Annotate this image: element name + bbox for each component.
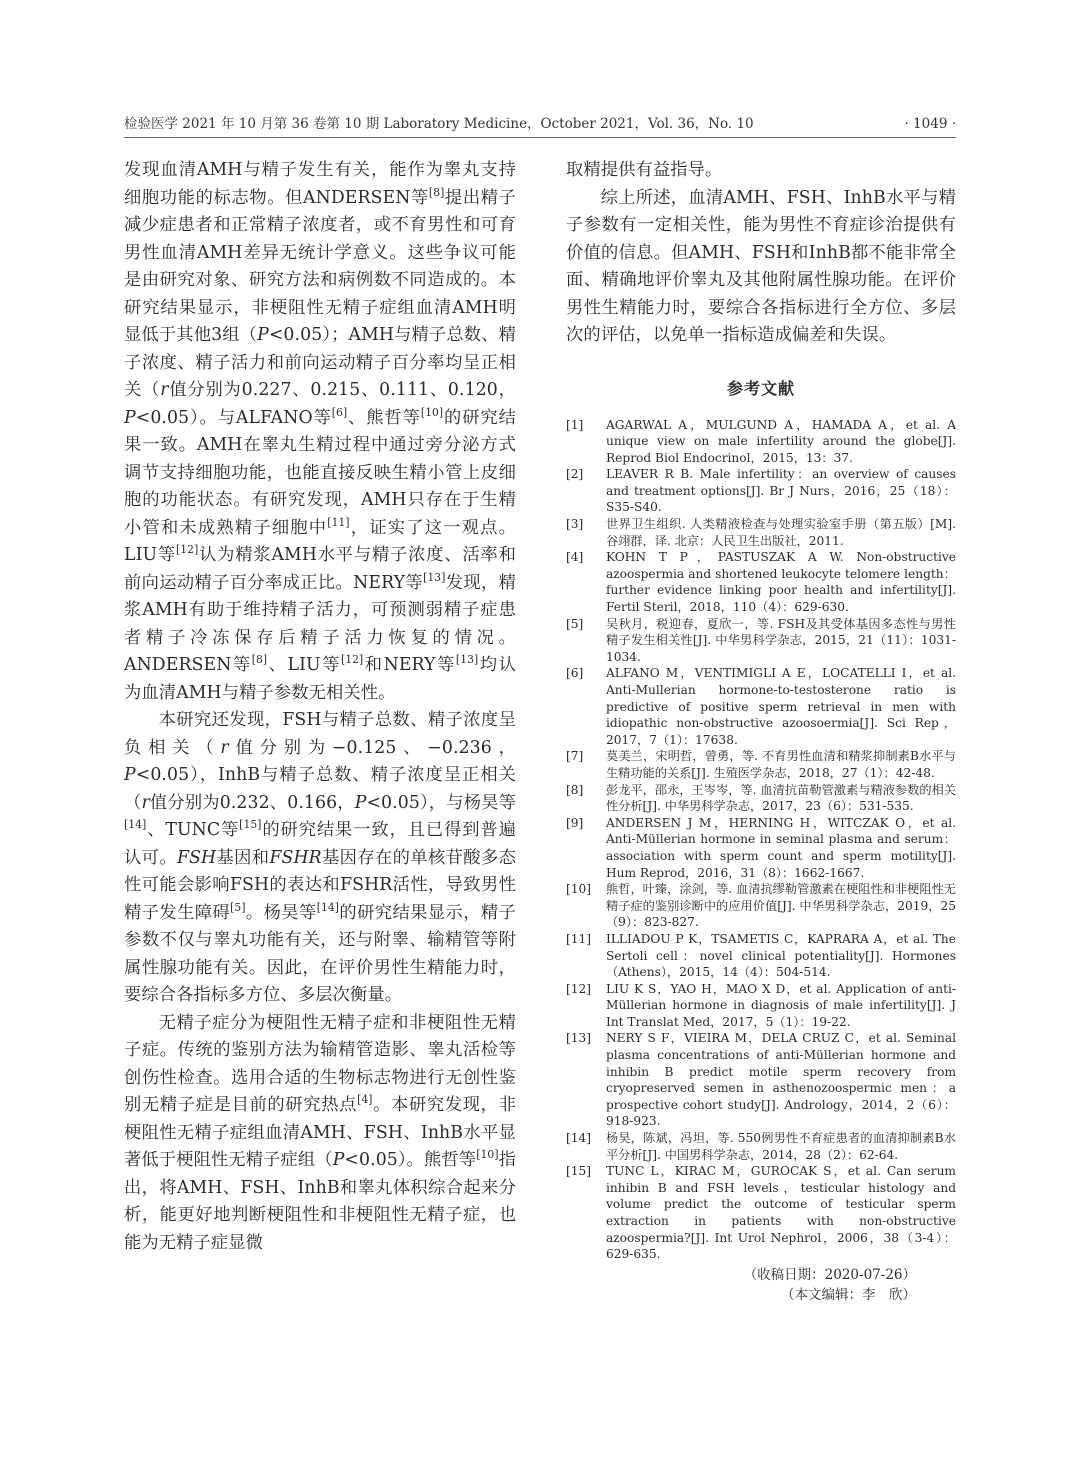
reference-number: [7] (566, 749, 584, 764)
reference-number: [13] (566, 1031, 592, 1046)
text-run: ，证实了这一观点。LIU等 (124, 517, 516, 565)
reference-item (566, 931, 956, 981)
reference-number: [12] (566, 981, 592, 996)
page-number: · 1049 · (904, 116, 956, 132)
text-run: 值分别为0.227、0.215、0.111、0.120， (168, 380, 516, 400)
reference-item (566, 881, 956, 931)
text-run: 基因和 (216, 847, 270, 868)
text-run: <0.05）；AMH与精子总数、精子浓度、精子活力和前向运动精子百分率均呈正相关（ (124, 325, 516, 400)
reference-number: [5] (566, 616, 584, 631)
text-run: <0.05）。与ALFANO等 (135, 407, 332, 428)
text-run: 值分别为0.232、0.166， (149, 792, 355, 813)
text-run: 取精提供有益指导。 (566, 160, 723, 180)
citation-marker: [15] (239, 818, 262, 832)
reference-number: [3] (566, 517, 584, 532)
paragraph-conclusion (566, 185, 956, 350)
reference-text: KOHN T P，PASTUSZAK A W. Non-obstructive azoospermia and shortened leukocyte telomere length：further evidence linking poor health and infertility[J]. Fertil Steril，2018，110（4）：629-630. (606, 550, 956, 615)
citation-marker: [13] (423, 570, 446, 584)
reference-number: [8] (566, 782, 584, 797)
italic-term: FSH (176, 847, 217, 868)
citation-marker: [14] (316, 900, 340, 914)
citation-marker: [12] (175, 543, 199, 557)
text-run: 本研究还发现，FSH与精子总数、精子浓度呈负相关（ (124, 710, 516, 758)
reference-text: LEAVER R B. Male infertility：an overview of causes and treatment options[J]. Br J Nurs，2016，25（18）：S35-S40. (606, 467, 956, 515)
reference-text: 莫美兰，宋明哲，曾勇，等. 不育男性血清和精浆抑制素B水平与生精功能的关系[J]. 生殖医学杂志，2018，27（1）：42-48. (606, 749, 956, 780)
citation-marker: [5] (230, 900, 246, 914)
reference-number: [1] (566, 417, 584, 432)
reference-text: ILLIADOU P K，TSAMETIS C，KAPRARA A，et al. The Sertoli cell：novel clinical potentiality[J]. Hormones（Athens），2015，14（4）：504-514. (606, 931, 956, 980)
right-column (566, 157, 956, 1447)
text-run: 。本研究发现，非梗阻性无精子症组血清AMH、FSH、InhB水平显著低于梗阻性无精子症组（ (124, 1095, 516, 1170)
paragraph-continuation (566, 157, 956, 185)
text-run: 基因存在的单核苷酸多态性可能会影响FSH的表达和FSHR活性，导致男性精子发生障碍 (124, 847, 516, 923)
citation-marker: [6] (331, 405, 348, 419)
reference-text: AGARWAL A，MULGUND A，HAMADA A，et al. A unique view on male infertility around the globe[J]. Reprod Biol Endocrinol，2015，13：37. (606, 417, 956, 465)
reference-text: TUNC L，KIRAC M，GUROCAK S，et al. Can serum inhibin B and FSH levels，testicular histology and volume predict the outcome of testicular sperm extraction in patients with non-obstructive azoospermia?[J]. Int Urol Nephrol，2006，38（3-4）：629-635. (606, 1164, 956, 1262)
paragraph-azoospermia (124, 1010, 516, 1258)
text-run: 。杨昊等 (245, 902, 317, 923)
reference-text: 吴秋月，税迎春，夏欣一，等. FSH及其受体基因多态性与男性精子发生相关性[J]. 中华男科学杂志，2015，21（11）：1031-1034. (606, 616, 956, 664)
text-run: 无精子症分为梗阻性无精子症和非梗阻性无精子症。传统的鉴别方法为输精管造影、睾丸活检等创伤性检查。选用合适的生物标志物进行无创性鉴别无精子症是目前的研究热点 (124, 1012, 516, 1115)
italic-term: P (332, 1150, 345, 1170)
reference-text: 世界卫生组织. 人类精液检查与处理实验室手册（第五版）[M]. 谷翊群，译. 北京：人民卫生出版社，2011. (606, 517, 956, 548)
citation-marker: [11] (327, 515, 350, 529)
reference-item (566, 782, 956, 815)
text-run: 、LIU等 (267, 655, 341, 675)
text-run: <0.05），与杨昊等 (366, 792, 516, 813)
text-run: 和NERY等 (363, 655, 456, 675)
reference-item (566, 1130, 956, 1163)
text-run: 发现血清AMH与精子发生有关，能作为睾丸支持细胞功能的标志物。但ANDERSEN等 (124, 160, 516, 208)
text-run: 、TUNC等 (146, 820, 240, 840)
text-run: 、熊哲等 (347, 407, 421, 428)
reference-text: LIU K S，YAO H，MAO X D，et al. Application of anti-Müllerian hormone in diagnosis of male infertility[J]. J Int Translat Med，2017，5（1）：19-22. (606, 981, 956, 1029)
reference-number: [15] (566, 1164, 592, 1179)
reference-text: 彭龙平，邵永，王岑岑，等. 血清抗苗勒管激素与精液参数的相关性分析[J]. 中华男科学杂志，2017，23（6）：531-535. (606, 782, 956, 814)
reference-number: [14] (566, 1131, 592, 1146)
reference-text: ALFANO M，VENTIMIGLI A E，LOCATELLI I，et al. Anti-Mullerian hormone-to-testosterone ratio is predictive of positive sperm retrieval in men with idiopathic non-obstructive azoosoermia[J]. Sci Rep，2017，7（1）：17638. (606, 666, 956, 747)
reference-item (566, 516, 956, 549)
paragraph-fsh-inhb (124, 707, 516, 1010)
reference-text: NERY S F，VIEIRA M，DELA CRUZ C，et al. Seminal plasma concentrations of anti-Müllerian hormone and inhibin B predict motile sperm recovery from cryopreserved semen in asthenozoospermic men：a prospective cohort study[J]. Andrology，2014，2（6）：918-923. (606, 1031, 956, 1129)
editor-note: （本文编辑：李 欣） (781, 1286, 916, 1303)
text-run: 提出精子减少症患者和正常精子浓度者，或不育男性和可育男性血清AMH差异无统计学意义。这些争议可能是由研究对象、研究方法和病例数不同造成的。本研究结果显示，非梗阻性无精子症组血清AMH明显低于其他3组（ (124, 187, 516, 345)
reference-text: ANDERSEN J M，HERNING H，WITCZAK O，et al. Anti-Müllerian hormone in seminal plasma and serum：association with sperm count and sperm motility[J]. Hum Reprod，2016，31（8）：1662-1667. (606, 815, 956, 880)
reference-item (566, 417, 956, 467)
citation-marker: [10] (476, 1148, 499, 1162)
text-run: 的研究结果一致，且已得到普遍认可。 (124, 820, 516, 868)
reference-item (566, 1163, 956, 1263)
reference-number: [4] (566, 550, 584, 565)
citation-marker: [13] (455, 653, 479, 667)
citation-marker: [12] (340, 653, 364, 667)
italic-term: P (124, 765, 136, 785)
italic-term: P (124, 407, 136, 428)
text-run: <0.05），InhB与精子总数、精子浓度呈正相关（ (124, 765, 516, 813)
citation-marker: [10] (420, 405, 444, 419)
reference-number: [9] (566, 815, 584, 830)
reference-item (566, 549, 956, 615)
journal-header: 检验医学 2021 年 10 月第 36 卷第 10 期 Laboratory Medicine，October 2021，Vol. 36，No. 10 (124, 116, 754, 132)
text-run: 均认为血清AMH与精子参数无相关性。 (124, 655, 516, 703)
reference-text: 杨昊，陈斌，冯坦，等. 550例男性不育症患者的血清抑制素B水平分析[J]. 中国男科学杂志，2014，28（2）：62-64. (606, 1131, 956, 1162)
reference-item (566, 981, 956, 1031)
reference-list (566, 417, 956, 1263)
reference-number: [11] (566, 931, 592, 946)
reference-item (566, 466, 956, 516)
text-run: <0.05）。熊哲等 (344, 1150, 477, 1170)
text-run: 的研究结果显示，精子参数不仅与睾丸功能有关，还与附睾、输精管等附属性腺功能有关。因此，在评价男性生精能力时，要综合各指标多方位、多层次衡量。 (124, 902, 516, 1005)
text-run: 的研究结果一致。AMH在睾丸生精过程中通过旁分泌方式调节支持细胞功能，也能直接反映生精小管上皮细胞的功能状态。有研究发现，AMH只存在于生精小管和未成熟精子细胞中 (124, 407, 516, 538)
italic-term: P (257, 325, 269, 345)
paragraph-amh-discussion (124, 157, 516, 707)
citation-marker: [14] (124, 818, 147, 832)
running-header (124, 112, 956, 136)
reference-number: [2] (566, 467, 584, 482)
reference-item (566, 748, 956, 781)
header-rule (124, 137, 956, 138)
reference-item (566, 1030, 956, 1130)
text-run: 发现，精浆AMH有助于维持精子活力，可预测弱精子症患者精子冷冻保存后精子活力恢复的情况。ANDERSEN等 (124, 572, 516, 675)
text-run: 认为精浆AMH水平与精子浓度、活率和前向运动精子百分率成正比。NERY等 (124, 545, 516, 593)
citation-marker: [8] (251, 653, 268, 667)
italic-term: r (220, 737, 229, 758)
citation-marker: [4] (357, 1093, 373, 1107)
italic-term: r (141, 792, 150, 813)
reference-number: [10] (566, 882, 592, 897)
text-run: 综上所述，血清AMH、FSH、InhB水平与精子参数有一定相关性，能为男性不育症诊治提供有价值的信息。但AMH、FSH和InhB都不能非常全面、精确地评价睾丸及其他附属性腺功能。在评价男性生精能力时，要综合各指标进行全方位、多层次的评估，以免单一指标造成偏差和失误。 (566, 187, 956, 345)
text-run: 值分别为−0.125、−0.236， (228, 737, 516, 758)
reference-item (566, 665, 956, 748)
citation-marker: [8] (428, 185, 445, 199)
reference-item (566, 815, 956, 881)
italic-term: FSHR (269, 847, 322, 868)
left-column (124, 157, 516, 1447)
reference-item (566, 616, 956, 666)
italic-term: P (354, 792, 367, 813)
reference-text: 熊哲，叶臻，涂剑，等. 血清抗缪勒管激素在梗阻性和非梗阻性无精子症的鉴别诊断中的应用价值[J]. 中华男科学杂志，2019，25（9）：823-827. (606, 882, 956, 930)
italic-term: r (160, 380, 169, 400)
reference-number: [6] (566, 666, 584, 681)
text-run: 指出，将AMH、FSH、InhB和睾丸体积综合起来分析，能更好地判断梗阻性和非梗阻性无精子症，也能为无精子症显微 (124, 1150, 516, 1253)
references-title: 参考文献 (726, 378, 795, 398)
received-date: （收稿日期：2020-07-26） (743, 1266, 916, 1283)
